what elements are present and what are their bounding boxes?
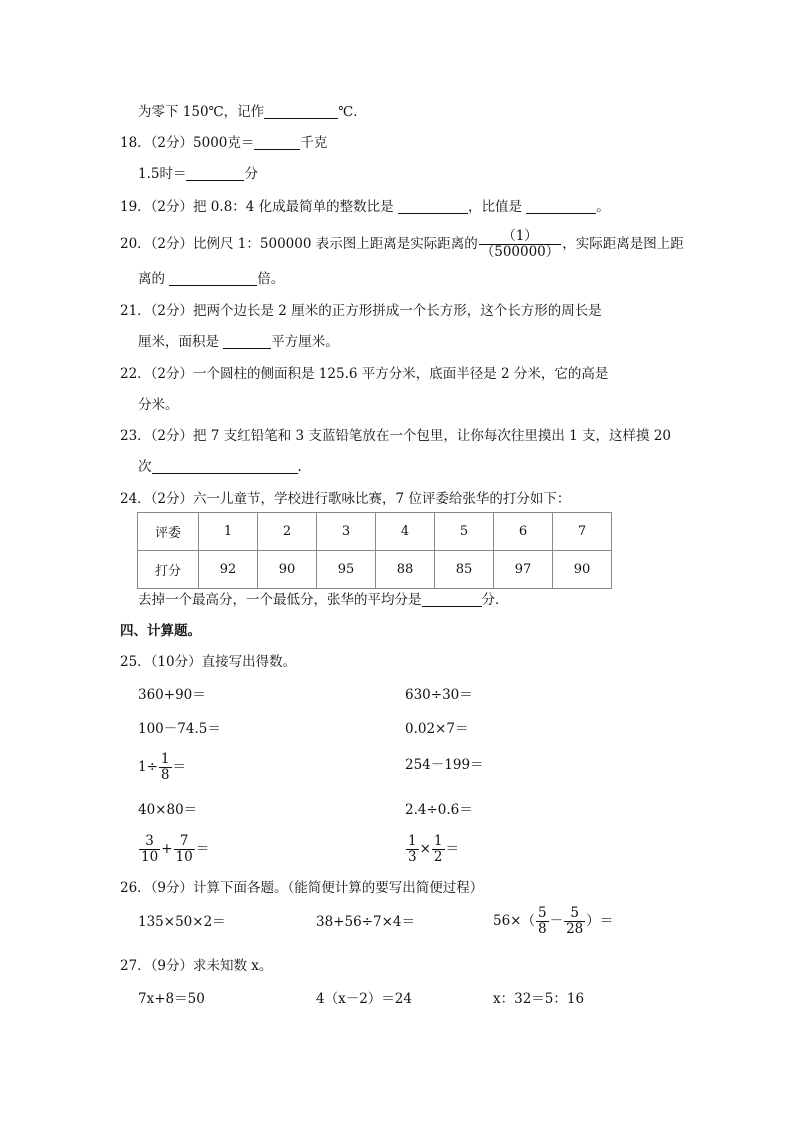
table-cell: 7 bbox=[553, 513, 612, 551]
q26-item: 135×50×2＝ bbox=[138, 914, 226, 930]
table-cell: 88 bbox=[376, 551, 435, 589]
q25-item: 1÷ $\frac{1}{8}$ ＝ bbox=[138, 751, 186, 783]
q27-title: 27．（9分）求未知数 x。 bbox=[120, 958, 273, 974]
table-cell: 6 bbox=[494, 513, 553, 551]
answer-blank[interactable] bbox=[398, 199, 468, 214]
table-row bbox=[138, 513, 612, 551]
table-cell: 5 bbox=[435, 513, 494, 551]
answer-blank[interactable] bbox=[254, 135, 300, 150]
q25-item: 360+90＝ bbox=[138, 687, 206, 703]
table-cell: 92 bbox=[199, 551, 258, 589]
fraction: $\frac{5}{28}$ bbox=[566, 905, 584, 937]
q25-item: 0.02×7＝ bbox=[405, 721, 469, 737]
q27-item: 7x+8＝50 bbox=[138, 991, 205, 1007]
answer-blank[interactable] bbox=[223, 334, 271, 349]
fraction: $\frac{7}{10}$ bbox=[175, 833, 193, 865]
fraction: $\frac{1}{8}$ bbox=[160, 751, 170, 783]
q26-title: 26．（9分）计算下面各题。（能简便计算的要写出简便过程） bbox=[120, 880, 484, 896]
q21-line: 21．（2分）把两个边长是 2 厘米的正方形拼成一个长方形，这个长方形的周长是 bbox=[120, 303, 602, 319]
q25-item: 40×80＝ bbox=[138, 802, 198, 818]
fraction: $\frac{3}{10}$ bbox=[141, 833, 159, 865]
q23-line: 23．（2分）把 7 支红铅笔和 3 支蓝铅笔放在一个包里，让你每次往里摸出 1 支，这样摸 20 bbox=[120, 428, 672, 444]
table-cell: 90 bbox=[553, 551, 612, 589]
answer-blank[interactable] bbox=[152, 459, 298, 474]
answer-blank[interactable] bbox=[422, 592, 482, 607]
q20-line: 20．（2分）比例尺 1：500000 表示图上距离是实际距离的 $\frac{(1)}{(500000)}$ ，实际距离是图上距 bbox=[120, 228, 684, 260]
q22-line: 22．（2分）一个圆柱的侧面积是 125.6 平方分米，底面半径是 2 分米，它的高是 bbox=[120, 366, 609, 382]
table-cell: 97 bbox=[494, 551, 553, 589]
q25-item: 100－74.5＝ bbox=[138, 721, 221, 737]
fraction: $\frac{5}{8}$ bbox=[538, 905, 547, 937]
answer-blank[interactable] bbox=[264, 104, 338, 119]
answer-blank[interactable] bbox=[186, 166, 244, 181]
q26-item: 56×（ $\frac{5}{8}$ － $\frac{5}{28}$ ）＝ bbox=[493, 905, 614, 937]
q17-line: 为零下 150℃，记作 ℃． bbox=[138, 104, 367, 120]
score-table bbox=[137, 512, 612, 589]
table-cell: 4 bbox=[376, 513, 435, 551]
table-cell: 3 bbox=[317, 513, 376, 551]
table-cell: 85 bbox=[435, 551, 494, 589]
q26-item: 38+56÷7×4＝ bbox=[316, 914, 415, 930]
q25-item: 2.4÷0.6＝ bbox=[405, 802, 473, 818]
q20-line2: 离的 倍。 bbox=[138, 271, 285, 287]
section-title: 四、计算题。 bbox=[120, 623, 201, 639]
table-cell: 95 bbox=[317, 551, 376, 589]
q22-line2: 分米。 bbox=[138, 397, 179, 413]
q27-item: 4（x－2）＝24 bbox=[316, 991, 412, 1007]
table-cell: 2 bbox=[258, 513, 317, 551]
answer-blank[interactable] bbox=[526, 199, 596, 214]
table-cell: 1 bbox=[199, 513, 258, 551]
q21-line2: 厘米，面积是 平方厘米。 bbox=[138, 334, 339, 350]
table-cell: 打分 bbox=[138, 551, 199, 589]
q18-line: 18．（2分）5000克＝ 千克 bbox=[120, 135, 328, 151]
table-cell: 评委 bbox=[138, 513, 199, 551]
fraction: $\frac{(1)}{(500000)}$ bbox=[480, 228, 560, 260]
q25-item: $\frac{1}{3}$ × $\frac{1}{2}$ ＝ bbox=[408, 833, 459, 865]
q27-item: x：32＝5：16 bbox=[493, 991, 585, 1007]
q25-item: 254－199＝ bbox=[405, 757, 484, 773]
q25-item: $\frac{3}{10}$ + $\frac{7}{10}$ ＝ bbox=[141, 833, 210, 865]
q25-title: 25．（10分）直接写出得数。 bbox=[120, 654, 297, 670]
fraction: $\frac{1}{2}$ bbox=[433, 833, 443, 865]
q25-item: 630÷30＝ bbox=[405, 687, 473, 703]
answer-blank[interactable] bbox=[169, 271, 257, 286]
fraction: $\frac{1}{3}$ bbox=[408, 833, 417, 865]
q24-line: 24．（2分）六一儿童节，学校进行歌咏比赛，7 位评委给张华的打分如下： bbox=[120, 491, 571, 507]
q19-line: 19．（2分）把 0.8：4 化成最简单的整数比是 ，比值是 。 bbox=[120, 199, 610, 215]
q23-line2: 次 . bbox=[138, 459, 302, 475]
q24-line3: 去掉一个最高分，一个最低分，张华的平均分是 分． bbox=[138, 592, 509, 608]
table-cell: 90 bbox=[258, 551, 317, 589]
q18-line2: 1.5时＝ 分 bbox=[138, 166, 258, 182]
table-row bbox=[138, 551, 612, 589]
